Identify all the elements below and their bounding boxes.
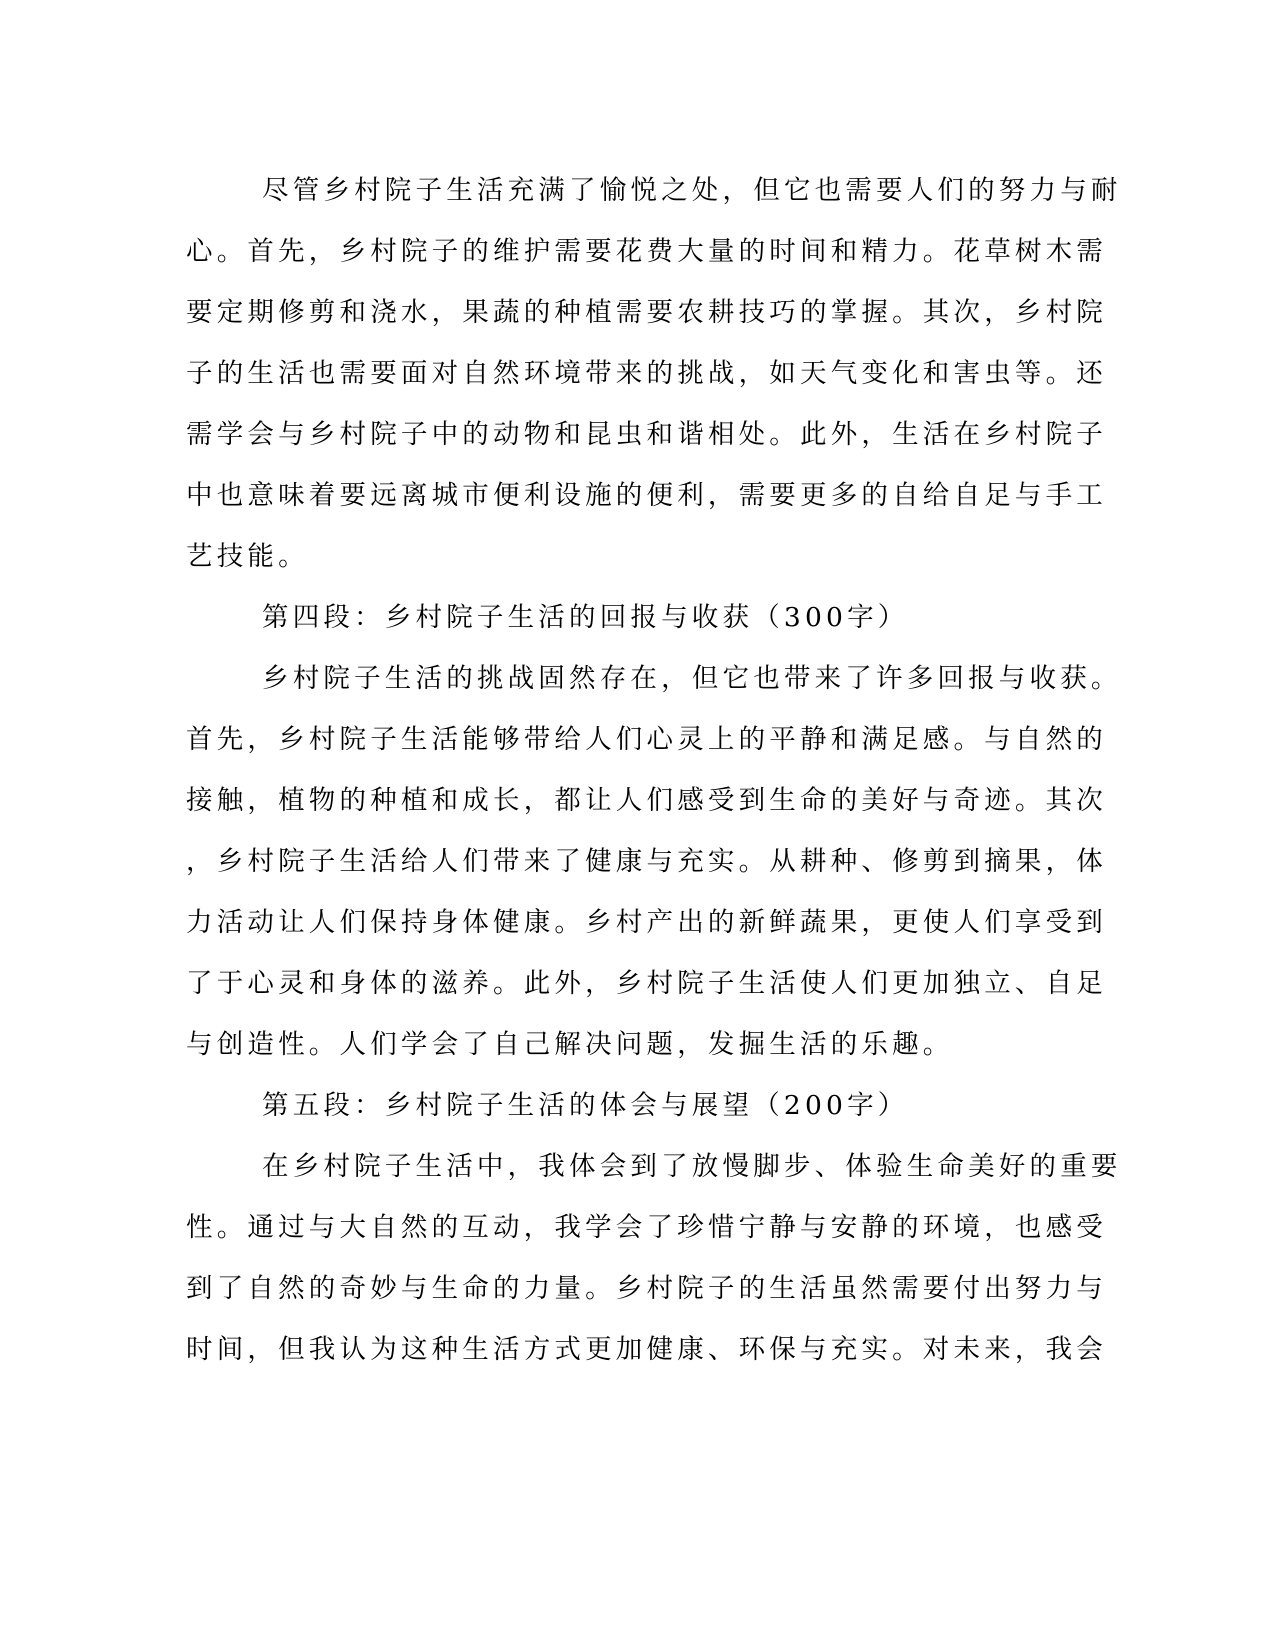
paragraph-line: ，乡村院子生活给人们带来了健康与充实。从耕种、修剪到摘果，体 xyxy=(186,846,1107,877)
paragraph-line: 性。通过与大自然的互动，我学会了珍惜宁静与安静的环境，也感受 xyxy=(186,1212,1107,1243)
section-heading-4: 第四段：乡村院子生活的回报与收获（300字） xyxy=(262,602,909,633)
paragraph-line: 首先，乡村院子生活能够带给人们心灵上的平静和满足感。与自然的 xyxy=(186,724,1107,755)
section-heading-5: 第五段：乡村院子生活的体会与展望（200字） xyxy=(262,1090,909,1121)
paragraph-line: 了于心灵和身体的滋养。此外，乡村院子生活使人们更加独立、自足 xyxy=(186,968,1107,999)
paragraph-reflection xyxy=(186,1136,1122,1380)
paragraph-line: 接触，植物的种植和成长，都让人们感受到生命的美好与奇迹。其次 xyxy=(186,785,1107,816)
paragraph-rewards xyxy=(186,648,1122,1075)
paragraph-line: 时间，但我认为这种生活方式更加健康、环保与充实。对未来，我会 xyxy=(186,1334,1107,1365)
paragraph-line: 需学会与乡村院子中的动物和昆虫和谐相处。此外，生活在乡村院子 xyxy=(186,419,1107,450)
paragraph-line: 在乡村院子生活中，我体会到了放慢脚步、体验生命美好的重要 xyxy=(262,1151,1122,1182)
paragraph-line: 力活动让人们保持身体健康。乡村产出的新鲜蔬果，更使人们享受到 xyxy=(186,907,1107,938)
paragraph-line: 要定期修剪和浇水，果蔬的种植需要农耕技巧的掌握。其次，乡村院 xyxy=(186,297,1107,328)
paragraph-line: 艺技能。 xyxy=(186,541,309,572)
document-body xyxy=(186,160,1122,1380)
paragraph-line: 到了自然的奇妙与生命的力量。乡村院子的生活虽然需要付出努力与 xyxy=(186,1273,1107,1304)
paragraph-challenges xyxy=(186,160,1122,587)
paragraph-line: 尽管乡村院子生活充满了愉悦之处，但它也需要人们的努力与耐 xyxy=(262,175,1122,206)
paragraph-line: 乡村院子生活的挑战固然存在，但它也带来了许多回报与收获。 xyxy=(262,663,1122,694)
paragraph-line: 子的生活也需要面对自然环境带来的挑战，如天气变化和害虫等。还 xyxy=(186,358,1107,389)
paragraph-line: 中也意味着要远离城市便利设施的便利，需要更多的自给自足与手工 xyxy=(186,480,1107,511)
paragraph-line: 心。首先，乡村院子的维护需要花费大量的时间和精力。花草树木需 xyxy=(186,236,1107,267)
paragraph-line: 与创造性。人们学会了自己解决问题，发掘生活的乐趣。 xyxy=(186,1029,954,1060)
